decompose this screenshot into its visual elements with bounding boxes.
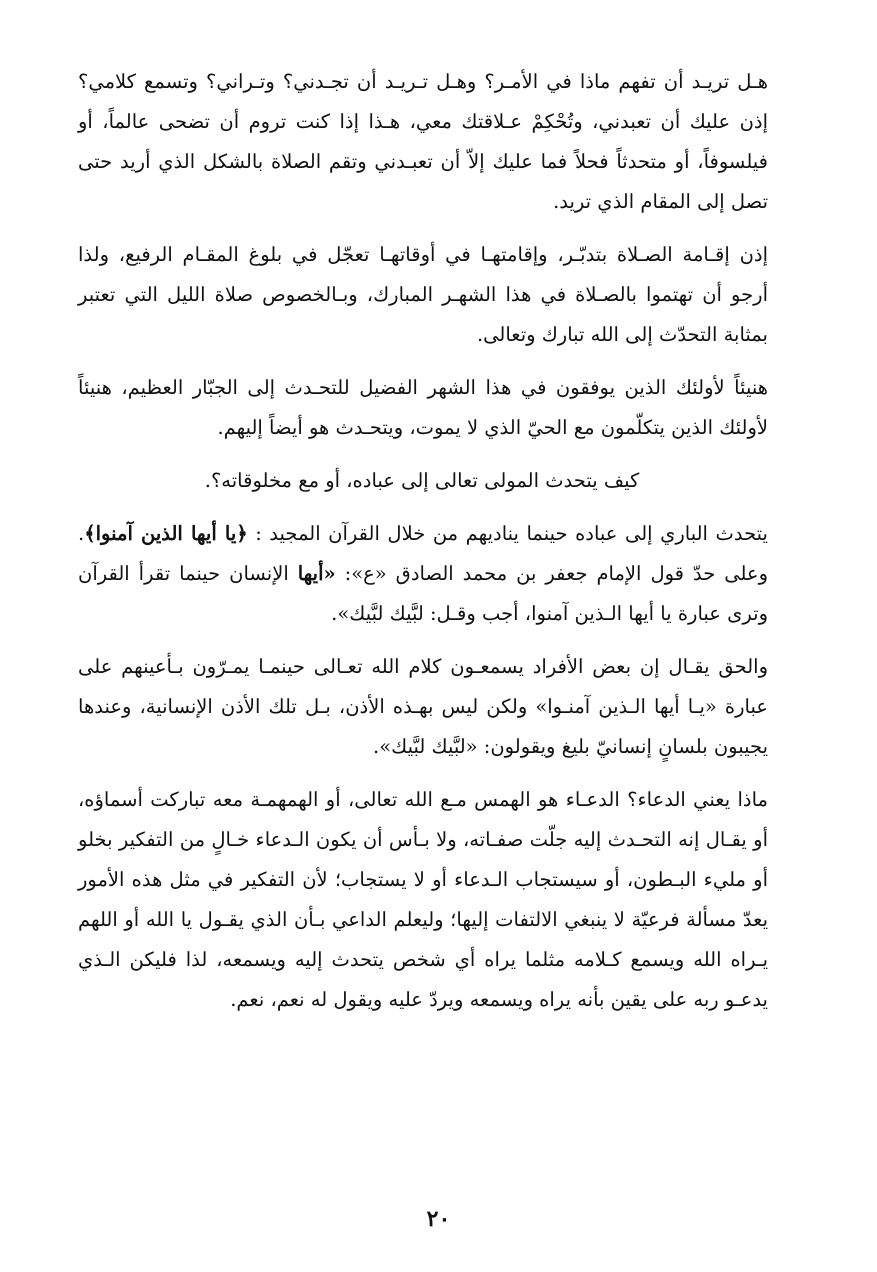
paragraph-6: والحق يقـال إن بعض الأفراد يسمعـون كلام الله تعـالى حينمـا يمـرّون بـأعينهم على عبارة «يـا أيها الـذين آمنـوا» ولكن ليس بهـذه الأذن، بـل تلك الأذن الإنسانية، وعندها يجيبون بلسانٍ إنسانيّ بليغ ويقولون: «لبَّيك لبَّيك». [78,655,768,758]
paragraph-2: إذن إقـامة الصـلاة بتدبّـر، وإقامتهـا في أوقاتهـا تعجّل في بلوغ المقـام الرفيع، ولذا أرجو أن تهتموا بالصـلاة في هذا الشهـر المبارك، وبـالخصوص صلاة الليل التي تعتبر بمثابة التحدّث إلى الله تبارك وتعالى. [78,243,768,346]
paragraph-5-text-middle: . وعلى حدّ قول الإمام جعفر بن محمد الصادق «ع»: [78,522,768,585]
paragraph-5-text-before: يتحدث الباري إلى عباده حينما يناديهم من خلال القرآن المجيد : [247,522,768,545]
paragraph-7: ماذا يعني الدعاء؟ الدعـاء هو الهمس مـع الله تعالى، أو الهمهمـة معه تباركت أسماؤه، أو يقـال إنه التحـدث إليه جلّت صفـاته، ولا بـأس أن يكون الـدعاء خـالٍ من التفكير بخلو أو مليء البـطون، أو سيستجاب الـدعاء أو لا يستجاب؛ لأن التفكير في مثل هذه الأمور يعدّ مسألة فرعيّة لا ينبغي الالتفات إليها؛ وليعلم الداعي بـأن الذي يقـول يا الله أو اللهم يـراه الله ويسمع كـلامه مثلما يراه أي شخص يتحدث إليه ويسمعه، لذا فليكن الـذي يدعـو ربه على يقين بأنه يراه ويسمعه ويردّ عليه ويقول له نعم، نعم. [78,788,768,1011]
paragraph-1: هـل تريـد أن تفهم ماذا في الأمـر؟ وهـل تـريـد أن تجـدني؟ وتـراني؟ وتسمع كلامي؟ إذن عليك أن تعبدني، وتُحْكِمْ عـلاقتك معي، هـذا إذا كنت تروم أن تضحى عالماً، أو فيلسوفاً، أو متحدثاً فحلاً فما عليك إلاّ أن تعبـدني وتقم الصلاة بالشكل الذي أريد حتى تصل إلى المقام الذي تريد. [78,70,768,213]
paragraph-5 [78,514,806,634]
quran-quote: ﴿يا أيها الذين آمنوا﴾ [84,522,248,545]
page-body [78,62,806,1033]
paragraph-3: هنيئاً لأولئك الذين يوفقون في هذا الشهر الفضيل للتحـدث إلى الجبّار العظيم، هنيئاً لأولئك الذين يتكلّمون مع الحيّ الذي لا يموت، ويتحـدث هو أيضاً إليهم. [78,376,768,439]
hadith-quote-start: «أيها [297,562,336,585]
page-number: ٢٠ [426,1206,451,1232]
paragraph-4-question: كيف يتحدث المولى تعالى إلى عباده، أو مع مخلوقاته؟. [204,469,640,492]
paragraph-5-text-after: الإنسان حينما تقرأ القرآن وترى عبارة يا أيها الـذين آمنوا، أجب وقـل: لبَّيك لبَّيك». [78,562,768,625]
